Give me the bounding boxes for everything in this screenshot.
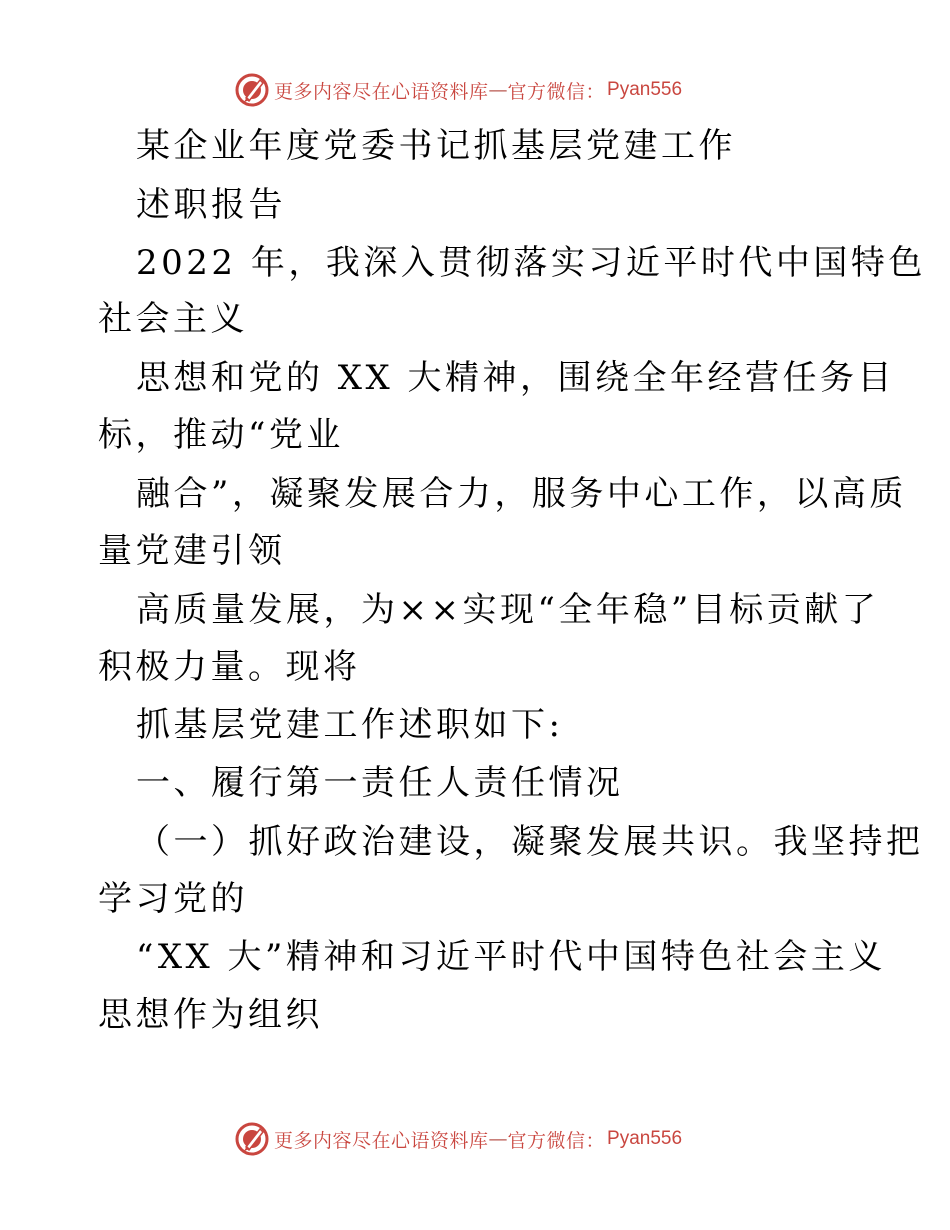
paragraph-line: 量党建引领 (98, 531, 286, 571)
paragraph-line: 2022 年，我深入贯彻落实习近平时代中国特色 (136, 243, 926, 283)
paragraph-line: 思想作为组织 (98, 995, 323, 1035)
document-title-line-2: 述职报告 (136, 185, 286, 225)
paragraph-line: 高质量发展，为××实现“全年稳”目标贡献了 (136, 590, 880, 630)
paragraph-line: 社会主义 (98, 299, 248, 339)
paragraph-line: 抓基层党建工作述职如下: (136, 705, 564, 745)
paragraph-line: “XX 大”精神和习近平时代中国特色社会主义 (136, 937, 886, 977)
paragraph-line: 思想和党的 XX 大精神，围绕全年经营任务目 (136, 358, 896, 398)
watermark-id: Pyan556 (607, 1128, 683, 1149)
paragraph-line: 学习党的 (98, 879, 248, 919)
pen-seal-logo-icon (234, 1121, 270, 1157)
watermark-separator: — (488, 79, 508, 101)
pen-seal-logo-icon (234, 72, 270, 108)
paragraph-line: 积极力量。现将 (98, 647, 361, 687)
watermark-text: 更多内容尽在心语资料库 (274, 1129, 489, 1152)
watermark-label: 官方微信： (507, 1129, 606, 1152)
watermark-separator: — (488, 1128, 508, 1150)
paragraph-line: （一）抓好政治建设，凝聚发展共识。我坚持把 (136, 822, 924, 862)
watermark-id: Pyan556 (607, 79, 683, 100)
footer-watermark (234, 1119, 714, 1159)
section-heading: 一、履行第一责任人责任情况 (136, 763, 624, 803)
paragraph-line: 标，推动“党业 (98, 415, 344, 455)
watermark-label: 官方微信： (507, 80, 606, 103)
watermark-text: 更多内容尽在心语资料库 (274, 80, 489, 103)
paragraph-line: 融合”，凝聚发展合力，服务中心工作，以高质 (136, 474, 907, 514)
header-watermark (234, 70, 714, 110)
document-title-line-1: 某企业年度党委书记抓基层党建工作 (136, 126, 736, 166)
